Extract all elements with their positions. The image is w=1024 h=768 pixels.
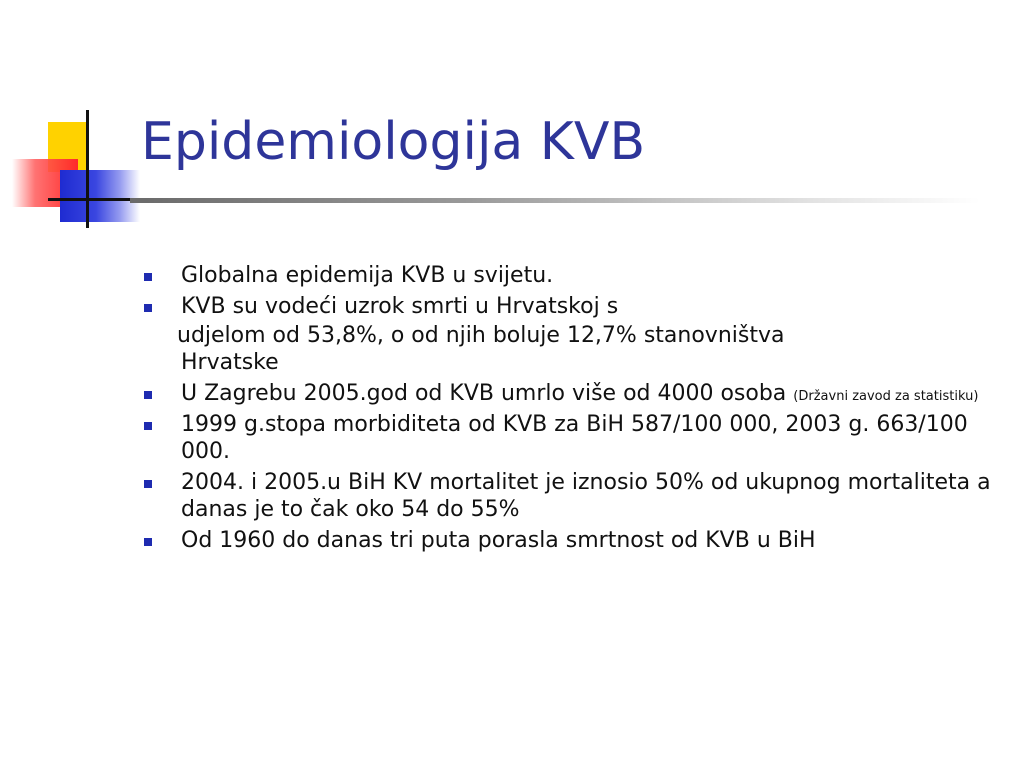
bullet-text: Od 1960 do danas tri puta porasla smrtnost od KVB u BiH	[181, 528, 816, 553]
continuation-line: udjelom od 53,8%, o od njih boluje 12,7% stanovništva	[177, 323, 785, 348]
source-note: (Državni zavod za statistiku)	[793, 389, 979, 404]
bullet-square-icon	[144, 391, 152, 399]
bullet-item	[141, 411, 1001, 465]
bullet-item	[141, 380, 1001, 407]
bullet-item	[141, 527, 1001, 554]
slide-title: Epidemiologija KVB	[141, 112, 646, 172]
slide-content	[141, 262, 1001, 558]
bullet-text	[181, 380, 1001, 407]
bullet-text: 2004. i 2005.u BiH KV mortalitet je iznosio 50% od ukupnog mortaliteta a danas je to čak oko 54 do 55%	[181, 470, 991, 522]
bullet-item	[141, 469, 1001, 523]
bullet-square-icon	[144, 273, 152, 281]
bullet-square-icon	[144, 538, 152, 546]
bullet-continuation	[177, 322, 937, 376]
bullet-item	[141, 293, 1001, 320]
bullet-main-text: U Zagrebu 2005.god od KVB umrlo više od 4000 osoba	[181, 381, 787, 406]
title-underline	[130, 198, 980, 203]
logo-blue-square	[60, 170, 140, 222]
bullet-text: Globalna epidemija KVB u svijetu.	[181, 263, 554, 288]
bullet-text: KVB su vodeći uzrok smrti u Hrvatskoj s	[181, 294, 619, 319]
bullet-square-icon	[144, 480, 152, 488]
bullet-square-icon	[144, 304, 152, 312]
continuation-line: Hrvatske	[181, 350, 279, 375]
bullet-item	[141, 262, 1001, 289]
bullet-square-icon	[144, 422, 152, 430]
bullet-text: 1999 g.stopa morbiditeta od KVB za BiH 587/100 000, 2003 g. 663/100 000.	[181, 412, 968, 464]
bullet-list	[141, 262, 1001, 554]
decorative-logo	[0, 100, 150, 230]
logo-vertical-line	[86, 110, 89, 228]
